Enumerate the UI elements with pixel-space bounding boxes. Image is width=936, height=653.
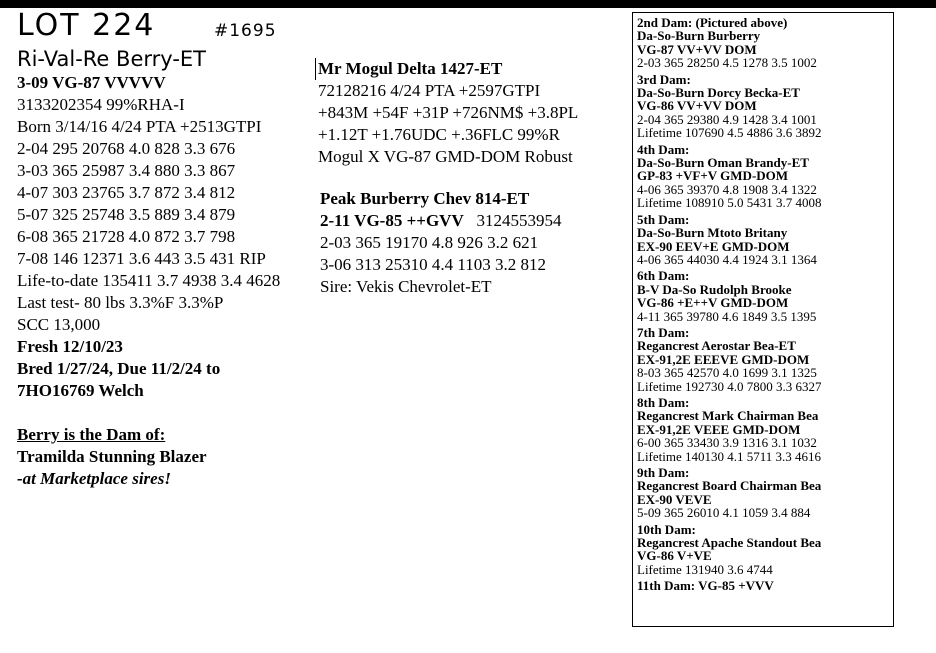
- cow-record-line: Bred 1/27/24, Due 11/2/24 to: [17, 359, 221, 378]
- dam-entry-heading: EX-90 VEVE: [637, 491, 712, 507]
- dam-entry-heading: VG-86 VV+VV DOM: [637, 98, 757, 114]
- dam-entry-heading: EX-91,2E VEEE GMD-DOM: [637, 421, 801, 437]
- dam-entry-heading: Regancrest Apache Standout Bea: [637, 535, 822, 551]
- cow-details: [17, 72, 317, 490]
- dam-entry-record: 4-11 365 39780 4.6 1849 3.5 1395: [637, 308, 817, 324]
- dam-entry-heading: VG-86 V+VE: [637, 548, 712, 564]
- dam-record-line: 3-06 313 25310 4.4 1103 3.2 812: [320, 255, 547, 274]
- dam-entry-heading: 10th Dam:: [637, 521, 696, 537]
- dam-entry: [637, 523, 889, 577]
- dam-entry-heading: 7th Dam:: [637, 324, 690, 340]
- dam-entry-heading: 8th Dam:: [637, 394, 690, 410]
- dam-entry-heading: 11th Dam: VG-85 +VVV: [637, 578, 774, 594]
- dam-record-line: 2-03 365 19170 4.8 926 3.2 621: [320, 233, 539, 252]
- sire-line: +1.12T +1.76UDC +.36FLC 99%R: [318, 125, 560, 144]
- offspring-note: -at Marketplace sires!: [17, 469, 171, 488]
- dam-entry-heading: Da-So-Burn Oman Brandy-ET: [637, 155, 809, 171]
- dam-entry-heading: B-V Da-So Rudolph Brooke: [637, 281, 792, 297]
- cow-record-line: 2-04 295 20768 4.0 828 3.3 676: [17, 139, 236, 158]
- dam-entry-record: 4-06 365 44030 4.4 1924 3.1 1364: [637, 251, 817, 267]
- cow-record-line: 5-07 325 25748 3.5 889 3.4 879: [17, 205, 236, 224]
- dam-name: Peak Burberry Chev 814-ET: [320, 189, 530, 208]
- dam-entry-heading: Regancrest Aerostar Bea-ET: [637, 338, 796, 354]
- dam-entry-heading: VG-87 VV+VV DOM: [637, 41, 757, 57]
- dam-entry: [637, 326, 889, 393]
- cow-record-line: 3-03 365 25987 3.4 880 3.3 867: [17, 161, 236, 180]
- dam-of-heading: Berry is the Dam of:: [17, 425, 166, 444]
- cow-record-line: 7-08 146 12371 3.6 443 3.5 431 RIP: [17, 249, 266, 268]
- cow-record-line: 3-09 VG-87 VVVVV: [17, 73, 166, 92]
- dam-entry-heading: VG-86 +E++V GMD-DOM: [637, 295, 789, 311]
- dam-entry-heading: EX-91,2E EEEVE GMD-DOM: [637, 351, 810, 367]
- sire-section: [318, 58, 618, 168]
- dam-entry-heading: 5th Dam:: [637, 211, 690, 227]
- pedigree-dams-box: [632, 12, 894, 627]
- cow-record-line: Life-to-date 135411 3.7 4938 3.4 4628: [17, 271, 281, 290]
- offspring-name: Tramilda Stunning Blazer: [17, 447, 207, 466]
- dam-entry: [637, 466, 889, 520]
- dam-record-line: Sire: Vekis Chevrolet-ET: [320, 277, 492, 296]
- dam-section: [320, 188, 620, 298]
- dam-entry-heading: Da-So-Burn Mtoto Britany: [637, 225, 788, 241]
- dam-entry-record: 2-03 365 28250 4.5 1278 3.5 1002: [637, 55, 817, 71]
- dam-entry: [637, 269, 889, 323]
- dam-entry-heading: 3rd Dam:: [637, 71, 691, 87]
- sire-line: Mogul X VG-87 GMD-DOM Robust: [318, 147, 573, 166]
- cow-record-line: Fresh 12/10/23: [17, 337, 123, 356]
- dam-entry-record: Lifetime 108910 5.0 5431 3.7 4008: [637, 195, 822, 211]
- dam-entry-record: 5-09 365 26010 4.1 1059 3.4 884: [637, 505, 811, 521]
- dam-entry-record: 4-06 365 39370 4.8 1908 3.4 1322: [637, 181, 817, 197]
- cow-record-line: Born 3/14/16 4/24 PTA +2513GTPI: [17, 117, 262, 136]
- dam-entry-record: 2-04 365 29380 4.9 1428 3.4 1001: [637, 111, 817, 127]
- dam-entry-record: Lifetime 131940 3.6 4744: [637, 561, 773, 577]
- sire-line: +843M +54F +31P +726NM$ +3.8PL: [318, 103, 579, 122]
- sire-line: 72128216 4/24 PTA +2597GTPI: [318, 81, 541, 100]
- dam-entry-heading: EX-90 EEV+E GMD-DOM: [637, 238, 790, 254]
- dam-entry: [637, 213, 889, 267]
- dam-entry-record: 8-03 365 42570 4.0 1699 3.1 1325: [637, 365, 817, 381]
- dam-registration: 3124553954: [476, 211, 562, 230]
- dam-entry-heading: Da-So-Burn Dorcy Becka-ET: [637, 85, 800, 101]
- dam-entry-heading: 9th Dam:: [637, 465, 690, 480]
- cow-record-lines: [17, 72, 317, 402]
- dam-entry-heading: 4th Dam:: [637, 141, 690, 157]
- sire-name: Mr Mogul Delta 1427-ET: [315, 58, 618, 80]
- dam-entry-record: Lifetime 140130 4.1 5711 3.3 4616: [637, 448, 822, 464]
- dam-entry-heading: Da-So-Burn Burberry: [637, 28, 761, 44]
- sire-lines: [318, 80, 618, 168]
- dam-record-lines: [320, 232, 620, 298]
- cow-record-line: Last test- 80 lbs 3.3%F 3.3%P: [17, 293, 224, 312]
- dam-entry-record: Lifetime 192730 4.0 7800 3.3 6327: [637, 378, 822, 394]
- dam-entry-heading: Regancrest Mark Chairman Bea: [637, 408, 819, 424]
- dam-entry-record: 6-00 365 33430 3.9 1316 3.1 1032: [637, 435, 817, 451]
- dam-entry-record: Lifetime 107690 4.5 4886 3.6 3892: [637, 125, 822, 141]
- dam-entry-heading: 6th Dam:: [637, 268, 690, 284]
- dam-entry: [637, 16, 889, 70]
- lot-label: LOT 224: [17, 8, 156, 43]
- cow-record-line: 3133202354 99%RHA-I: [17, 95, 185, 114]
- dam-classification: 2-11 VG-85 ++GVV: [320, 211, 464, 230]
- dam-entry-heading: 2nd Dam: (Pictured above): [637, 15, 788, 30]
- dam-entry: [637, 396, 889, 463]
- lot-number: #1695: [214, 21, 277, 41]
- dam-entry: [637, 73, 889, 140]
- top-rule: [0, 0, 936, 8]
- cow-record-line: SCC 13,000: [17, 315, 101, 334]
- dam-entry: [637, 579, 889, 592]
- dam-entry-heading: GP-83 +VF+V GMD-DOM: [637, 168, 789, 184]
- dam-entry: [637, 143, 889, 210]
- cow-name: Ri-Val-Re Berry-ET: [17, 47, 206, 71]
- cow-record-line: 6-08 365 21728 4.0 872 3.7 798: [17, 227, 236, 246]
- dam-entry-heading: Regancrest Board Chairman Bea: [637, 478, 822, 494]
- cow-record-line: 4-07 303 23765 3.7 872 3.4 812: [17, 183, 236, 202]
- cow-record-line: 7HO16769 Welch: [17, 381, 144, 400]
